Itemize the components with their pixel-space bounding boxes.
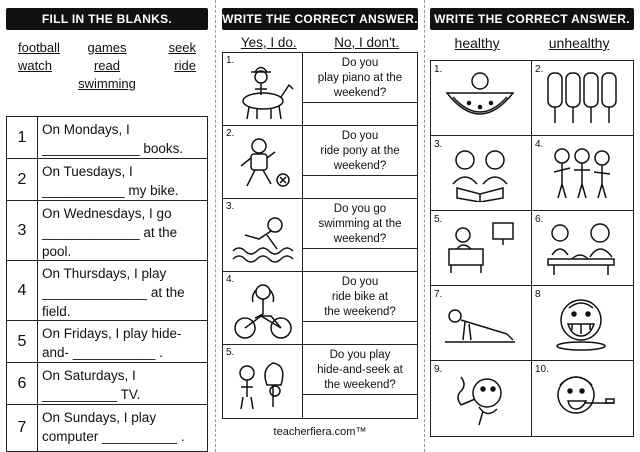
sentence-line: On Thursdays, I play [42,266,167,281]
sentence-line: and- ___________ . [42,345,163,360]
fill-blanks-title: FILL IN THE BLANKS. [6,8,208,30]
answer-box[interactable] [303,395,417,418]
question-row [223,345,417,418]
question-row [223,272,417,345]
sentence-line: On Mondays, I [42,122,130,137]
question-line: play piano at the [317,72,403,84]
question-line: Do you play [329,349,391,361]
word-bank-word: watch [18,58,52,73]
yes-answer: Yes, I do. [240,35,297,50]
questions-table [222,52,418,419]
sentence-line: computer __________ . [42,429,185,444]
fill-blanks-table [6,116,208,452]
picture-cell[interactable] [532,361,633,436]
question-picture [223,272,303,344]
sentence[interactable] [38,405,207,451]
sentence-line: pool. [42,244,72,259]
cell-number: 8 [535,289,541,300]
table-row [7,405,207,451]
sentence-line: On Wednesdays, I go [42,206,172,221]
picture-cell[interactable] [431,286,532,361]
picture-cell[interactable] [431,211,532,286]
cell-number: 7. [434,289,443,300]
answer-box[interactable] [303,322,417,344]
question-line: ride pony at the [320,145,400,157]
question-number: 4. [226,274,235,285]
question-text [303,199,417,249]
row-number: 7 [7,405,38,451]
no-answer: No, I don't. [334,35,400,50]
word-bank-word: read [93,58,120,73]
sentence[interactable] [38,117,207,158]
sentence-line: __________ TV. [42,387,141,402]
question-row [223,53,417,126]
picture-cell[interactable] [532,136,633,211]
swimmer-icon [231,209,295,267]
word-bank [6,40,208,91]
row-number: 4 [7,261,38,320]
hide-seek-icon [231,355,295,413]
question-number: 5. [226,347,235,358]
reading-kids-icon [443,144,517,202]
question-line: the weekend? [324,379,396,391]
table-row [7,117,207,159]
watermelon-icon [443,69,517,127]
word-bank-word: swimming [78,76,136,91]
question-picture [223,345,303,418]
picture-cell[interactable] [532,286,633,361]
healthy-panel [430,8,634,448]
tv-couch-icon [443,219,517,277]
bike-girl-icon [231,282,295,340]
table-row [7,321,207,363]
table-row [7,261,207,321]
unhealthy-label: unhealthy [548,35,610,51]
sentence-line: _____________ at the [42,225,178,240]
picture-cell[interactable] [431,61,532,136]
answer-box[interactable] [303,176,417,198]
sentence-line: On Tuesdays, I [42,164,133,179]
question-line: hide-and-seek at [317,364,403,376]
row-number: 6 [7,363,38,404]
question-row [223,199,417,272]
healthy-title: WRITE THE CORRECT ANSWER. [430,8,634,30]
healthy-label: healthy [454,35,500,51]
word-bank-word: seek [168,40,196,55]
picture-cell[interactable] [532,211,633,286]
question-line: Do you [341,276,379,288]
row-number: 1 [7,117,38,158]
word-bank-word: ride [174,58,196,73]
fold-line-1 [215,0,216,452]
fold-line-2 [424,0,425,452]
sentence-line: ______________ at the [42,285,185,300]
question-picture [223,126,303,198]
row-number: 2 [7,159,38,200]
fighting-kids-icon [544,144,618,202]
cell-number: 4. [535,139,544,150]
sentence-line: On Fridays, I play hide- [42,326,182,341]
question-text [303,53,417,103]
healthy-grid [430,60,634,437]
sentence[interactable] [38,159,207,200]
fill-blanks-panel [6,8,208,448]
brushing-smile-icon [544,294,618,352]
cell-number: 3. [434,139,443,150]
sentence-line: ___________ my bike. [42,183,179,198]
picture-cell[interactable] [431,136,532,211]
picture-cell[interactable] [431,361,532,436]
sentence-line: On Sundays, I play [42,410,157,425]
questions-panel [222,8,418,448]
question-line: Do you [341,130,379,142]
question-number: 3. [226,201,235,212]
sentence-line: field. [42,304,71,319]
question-row [223,126,417,199]
table-row [7,159,207,201]
question-line: weekend? [333,87,387,99]
question-line: swimming at the [318,218,402,230]
cell-number: 2. [535,64,544,75]
toothbrush-boy-icon [544,369,618,427]
soccer-boy-icon [231,136,295,194]
pushup-icon [443,294,517,352]
question-picture [223,199,303,271]
question-text [303,272,417,322]
question-text [303,345,417,395]
sentence[interactable] [38,201,207,260]
answer-box[interactable] [303,103,417,125]
cell-number: 6. [535,214,544,225]
row-number: 5 [7,321,38,362]
word-bank-word: football [18,40,60,55]
row-number: 3 [7,201,38,260]
cell-number: 9. [434,364,443,375]
question-line: Do you [341,57,379,69]
question-text [303,126,417,176]
question-picture [223,53,303,125]
sentence-line: On Saturdays, I [42,368,136,383]
table-row [7,363,207,405]
question-line: Do you go [333,203,387,215]
sentence-line: _____________ books. [42,141,184,156]
question-number: 1. [226,55,235,66]
questions-title: WRITE THE CORRECT ANSWER. [222,8,418,30]
question-line: weekend? [333,233,387,245]
cell-number: 5. [434,214,443,225]
cowboy-horse-icon [231,63,295,121]
credit-text: teacherfiera.com™ [273,426,367,438]
ice-pops-icon [544,69,618,127]
question-line: ride bike at [331,291,389,303]
question-number: 2. [226,128,235,139]
sentence[interactable] [38,363,207,404]
cell-number: 10. [535,364,549,375]
sentence[interactable] [38,261,207,320]
picture-cell[interactable] [532,61,633,136]
smoking-icon [443,369,517,427]
healthy-headers [430,35,634,55]
answer-box[interactable] [303,249,417,271]
eating-junk-icon [544,219,618,277]
cell-number: 1. [434,64,443,75]
table-row [7,201,207,261]
word-bank-word: games [87,40,127,55]
question-line: weekend? [333,160,387,172]
sentence[interactable] [38,321,207,362]
question-line: the weekend? [324,306,396,318]
